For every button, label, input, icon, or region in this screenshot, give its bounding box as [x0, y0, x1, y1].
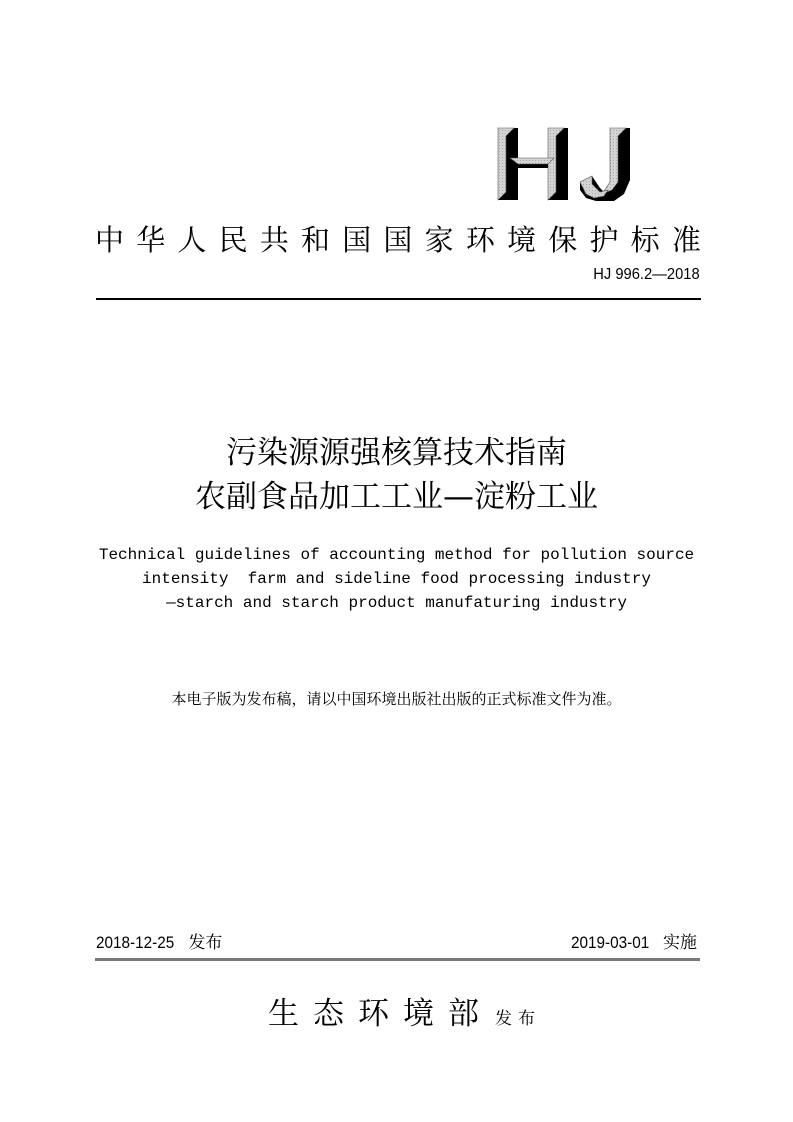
- publisher-name-char: 境: [403, 996, 434, 1032]
- document-title-en-line-3: —starch and starch product manufaturing industry: [166, 594, 627, 612]
- electronic-version-notice: 本电子版为发布稿，请以中国环境出版社出版的正式标准文件为准。: [171, 690, 622, 708]
- publisher-name-char: 态: [313, 996, 344, 1032]
- implementation-date: [571, 928, 697, 953]
- standard-type-char: 共: [259, 222, 289, 257]
- standard-type-char: 护: [589, 222, 619, 257]
- document-title-en-line-2: intensity farm and sideline food processing industry: [142, 570, 651, 588]
- hj-logo-icon: [496, 124, 636, 204]
- standard-type-char: 保: [548, 222, 578, 257]
- standard-type-char: 民: [218, 222, 248, 257]
- standard-type-char: 准: [671, 222, 701, 257]
- standard-type-char: 中: [95, 222, 125, 257]
- implementation-date-value: 2019-03-01: [570, 933, 649, 952]
- standard-code: HJ 996.2—2018: [593, 266, 700, 283]
- standard-type-char: 国: [342, 222, 372, 257]
- document-title-cn-line-1: 污染源源强核算技术指南: [226, 435, 567, 471]
- footer-divider: [95, 958, 700, 961]
- publisher-name-char: 部: [448, 996, 479, 1032]
- implementation-date-label: 实施: [663, 933, 697, 953]
- issue-date-value: 2018-12-25: [96, 933, 175, 952]
- header-divider: [96, 298, 701, 300]
- standard-type-char: 境: [507, 222, 537, 257]
- publisher-name-char: 环: [358, 996, 389, 1032]
- publisher-name-char: 生: [268, 996, 299, 1032]
- publisher: [268, 988, 541, 1033]
- standard-type-char: 华: [136, 222, 166, 257]
- standard-type-char: 标: [630, 222, 660, 257]
- issue-date-label: 发布: [188, 933, 223, 953]
- document-title-cn-line-2: 农副食品加工工业—淀粉工业: [195, 479, 598, 515]
- standard-type-char: 环: [465, 222, 495, 257]
- standard-type-char: 和: [301, 222, 331, 257]
- standard-type-char: 人: [177, 222, 207, 257]
- standard-type-char: 国: [383, 222, 413, 257]
- standard-type-char: 家: [424, 222, 454, 257]
- document-title-en-line-1: Technical guidelines of accounting method for pollution source: [98, 546, 695, 564]
- publisher-name: [268, 988, 493, 1033]
- publisher-suffix: 发布: [495, 1009, 541, 1029]
- standard-type-title: [95, 218, 701, 258]
- issue-date: [96, 928, 222, 953]
